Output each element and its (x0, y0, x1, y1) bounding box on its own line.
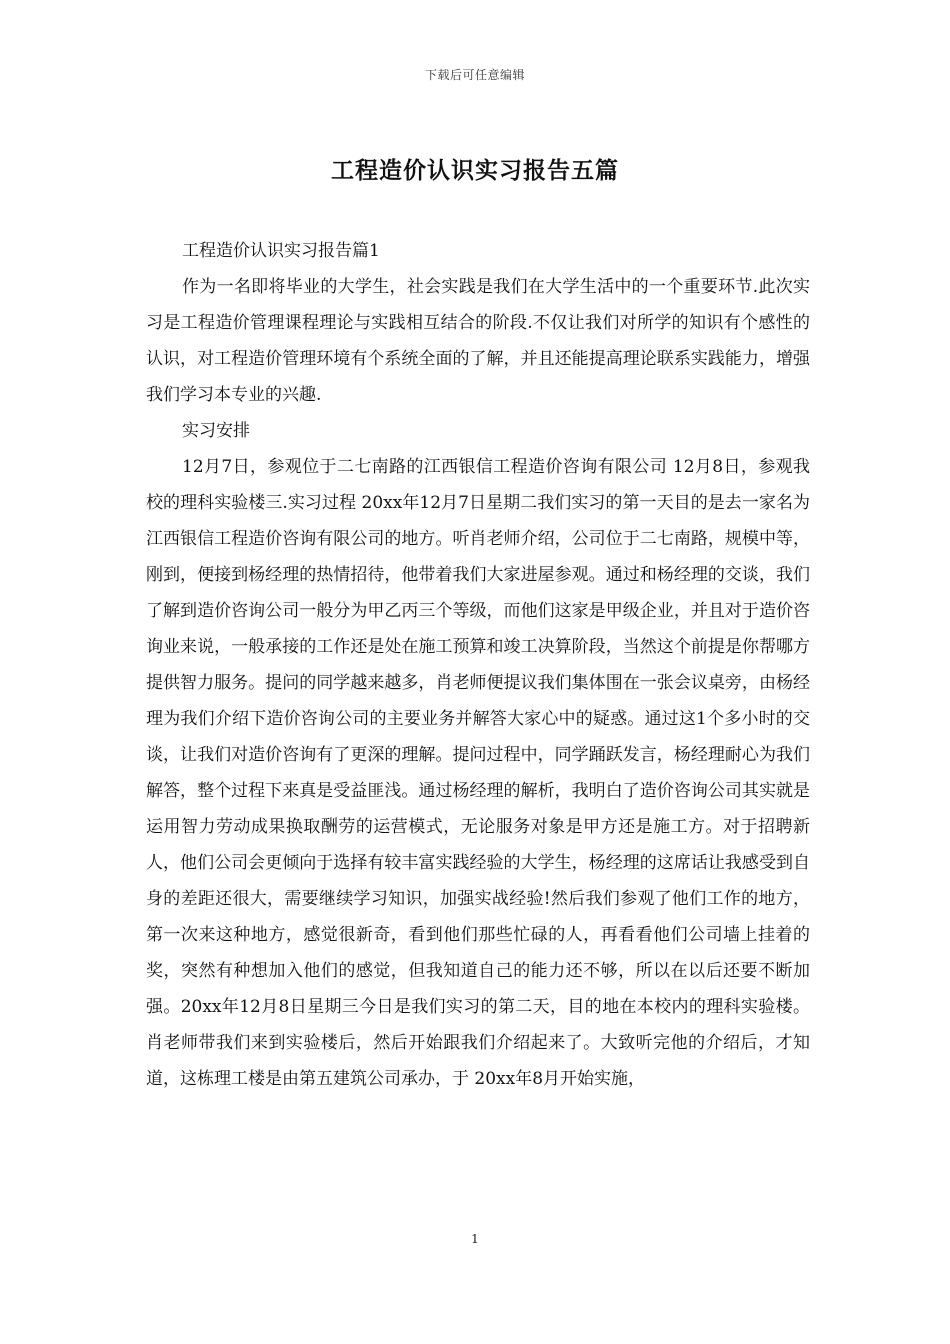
document-title: 工程造价认识实习报告五篇 (331, 157, 619, 184)
header-note: 下载后可任意编辑 (424, 68, 525, 82)
page-number: 1 (471, 1232, 479, 1246)
section-heading: 工程造价认识实习报告篇1 (182, 241, 380, 261)
paragraph-internship-process: 12月7日，参观位于二七南路的江西银信工程造价咨询有限公司 12月8日，参观我校的理科实验楼三.实习过程 20xx年12月7日星期二我们实习的第一天目的是去一家名为江西银信工程造价咨询有限公司的地方。听肖老师介绍，公司位于二七南路，规模中等，刚到，便接到杨经理的热情招待，他带着我们大家进屋参观。通过和杨经理的交谈，我们了解到造价咨询公司一般分为甲乙丙三个等级，而他们这家是甲级企业，并且对于造价咨询业来说，一般承接的工作还是处在施工预算和竣工决算阶段，当然这个前提是你帮哪方提供智力服务。提问的同学越来越多，肖老师便提议我们集体围在一张会议桌旁，由杨经理为我们介绍下造价咨询公司的主要业务并解答大家心中的疑惑。通过这1个多小时的交谈，让我们对造价咨询有了更深的理解。提问过程中，同学踊跃发言，杨经理耐心为我们解答，整个过程下来真是受益匪浅。通过杨经理的解析，我明白了造价咨询公司其实就是运用智力劳动成果换取酬劳的运营模式，无论服务对象是甲方还是施工方。对于招聘新人，他们公司会更倾向于选择有较丰富实践经验的大学生，杨经理的这席话让我感受到自身的差距还很大，需要继续学习知识，加强实战经验!然后我们参观了他们工作的地方，第一次来这种地方，感觉很新奇，看到他们那些忙碌的人，再看看他们公司墙上挂着的奖，突然有种想加入他们的感觉，但我知道自己的能力还不够，所以在以后还要不断加强。20xx年12月8日星期三今日是我们实习的第二天，目的地在本校内的理科实验楼。肖老师带我们来到实验楼后，然后开始跟我们介绍起来了。大致听完他的介绍后，才知道，这栋理工楼是由第五建筑公司承办，于 20xx年8月开始实施， (146, 457, 810, 1089)
document-body (146, 233, 810, 1097)
paragraph-intro: 作为一名即将毕业的大学生，社会实践是我们在大学生活中的一个重要环节.此次实习是工程造价管理课程理论与实践相互结合的阶段.不仅让我们对所学的知识有个感性的认识，对工程造价管理环境有个系统全面的了解，并且还能提高理论联系实践能力，增强我们学习本专业的兴趣. (146, 277, 810, 405)
paragraph-schedule-heading: 实习安排 (182, 421, 250, 441)
